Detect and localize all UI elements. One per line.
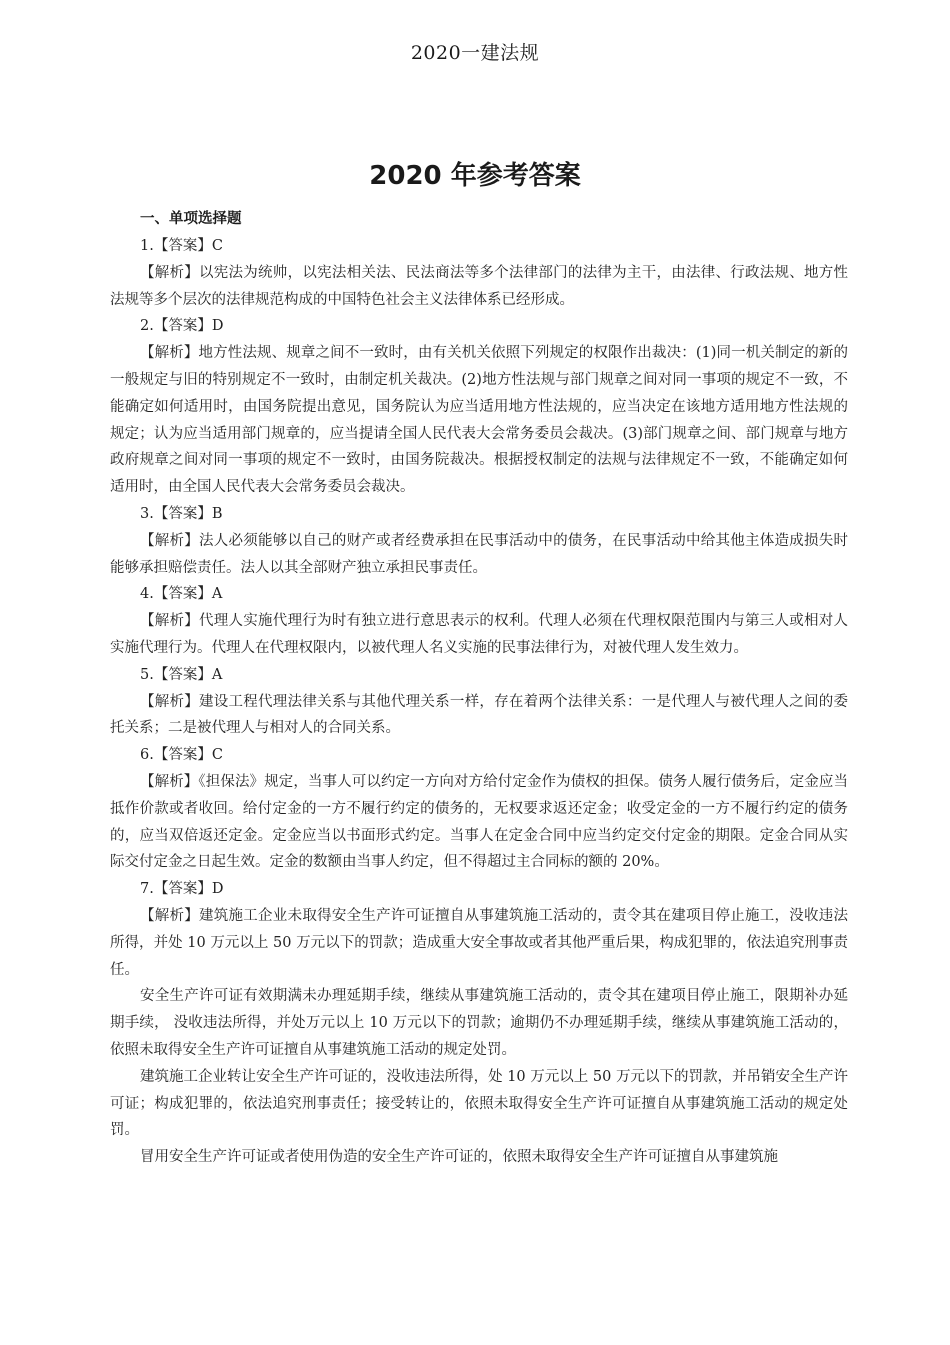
analysis-6 (110, 769, 848, 876)
answer-1: 1.【答案】C (140, 238, 223, 254)
analysis-text: 地方性法规、规章之间不一致时，由有关机关依照下列规定的权限作出裁决：(1)同一机关制定的新的一般规定与旧的特别规定不一致时，由制定机关裁决。(2)地方性法规与部门规章之间对同一事项的规定不一致，不能确定如何适用时，由国务院提出意见，国务院认为应当适用地方性法规的，应当决定在该地方适用地方性法规的规定；认为应当适用部门规章的，应当提请全国人民代表大会常务委员会裁决。(3)部门规章之间、部门规章与地方政府规章之间对同一事项的规定不一致时，由国务院裁决。根据授权制定的法规与法律规定不一致，不能确定如何适用时，由全国人民代表大会常务委员会裁决。 (110, 345, 848, 496)
analysis-4 (110, 608, 848, 662)
answer-6: 6.【答案】C (140, 747, 223, 764)
analysis-tag: 【解析】 (140, 613, 200, 630)
analysis-2 (110, 340, 848, 501)
analysis-7 (110, 903, 848, 983)
analysis-7-para-2: 安全生产许可证有效期满未办理延期手续，继续从事建筑施工活动的，责令其在建项目停止施工，限期补办延期手续， 没收违法所得，并处万元以上 10 万元以下的罚款；逾期仍不办理延期手续，继续从事建筑施工活动的，依照未取得安全生产许可证擅自从事建筑施工活动的规定处罚。 (110, 988, 848, 1058)
analysis-7-para-4: 冒用安全生产许可证或者使用伪造的安全生产许可证的，依照未取得安全生产许可证擅自从事建筑施 (140, 1149, 778, 1166)
analysis-tag: 【解析】 (140, 345, 199, 362)
analysis-tag: 【解析】 (140, 773, 199, 790)
analysis-text: 建设工程代理法律关系与其他代理关系一样，存在着两个法律关系：一是代理人与被代理人之间的委托关系；二是被代理人与相对人的合同关系。 (110, 693, 849, 737)
analysis-7-para-3: 建筑施工企业转让安全生产许可证的，没收违法所得，处 10 万元以上 50 万元以下的罚款，并吊销安全生产许可证；构成犯罪的，依法追究刑事责任；接受转让的，依照未取得安全生产许可证擅自从事建筑施工活动的规定处罚。 (110, 1068, 848, 1139)
analysis-3 (110, 528, 848, 582)
answer-2: 2.【答案】D (140, 318, 224, 335)
analysis-tag: 【解析】 (140, 907, 200, 924)
analysis-tag: 【解析】 (140, 264, 200, 281)
document-body (110, 205, 848, 1171)
analysis-tag: 【解析】 (140, 532, 200, 549)
answer-7: 7.【答案】D (140, 881, 224, 898)
document-title: 2020 年参考答案 (369, 161, 581, 191)
page-header: 2020一建法规 (410, 42, 540, 64)
section-heading: 一、单项选择题 (140, 211, 242, 227)
analysis-tag: 【解析】 (140, 693, 200, 710)
answer-4: 4.【答案】A (140, 586, 223, 603)
analysis-text: 以宪法为统帅，以宪法相关法、民法商法等多个法律部门的法律为主干，由法律、行政法规、地方性法规等多个层次的法律规范构成的中国特色社会主义法律体系已经形成。 (110, 264, 849, 308)
analysis-text: 代理人实施代理行为时有独立进行意思表示的权利。代理人必须在代理权限范围内与第三人或相对人实施代理行为。代理人在代理权限内，以被代理人名义实施的民事法律行为，对被代理人发生效力。 (110, 613, 849, 656)
answer-5: 5.【答案】A (140, 666, 223, 683)
analysis-5 (110, 689, 848, 743)
analysis-text: 建筑施工企业未取得安全生产许可证擅自从事建筑施工活动的，责令其在建项目停止施工，没收违法所得，并处 10 万元以上 50 万元以下的罚款；造成重大安全事故或者其他严重后果，构成犯罪的，依法追究刑事责任。 (110, 907, 849, 978)
analysis-1 (110, 260, 848, 314)
analysis-text: 《担保法》规定，当事人可以约定一方向对方给付定金作为债权的担保。债务人履行债务后，定金应当抵作价款或者收回。给付定金的一方不履行约定的债务的，无权要求返还定金；收受定金的一方不履行约定的债务的，应当双倍返还定金。定金应当以书面形式约定。当事人在定金合同中应当约定交付定金的期限。定金合同从实际交付定金之日起生效。定金的数额由当事人约定，但不得超过主合同标的额的 20%。 (110, 773, 849, 871)
analysis-text: 法人必须能够以自己的财产或者经费承担在民事活动中的债务，在民事活动中给其他主体造成损失时能够承担赔偿责任。法人以其全部财产独立承担民事责任。 (110, 532, 849, 576)
answer-3: 3.【答案】B (140, 505, 223, 522)
